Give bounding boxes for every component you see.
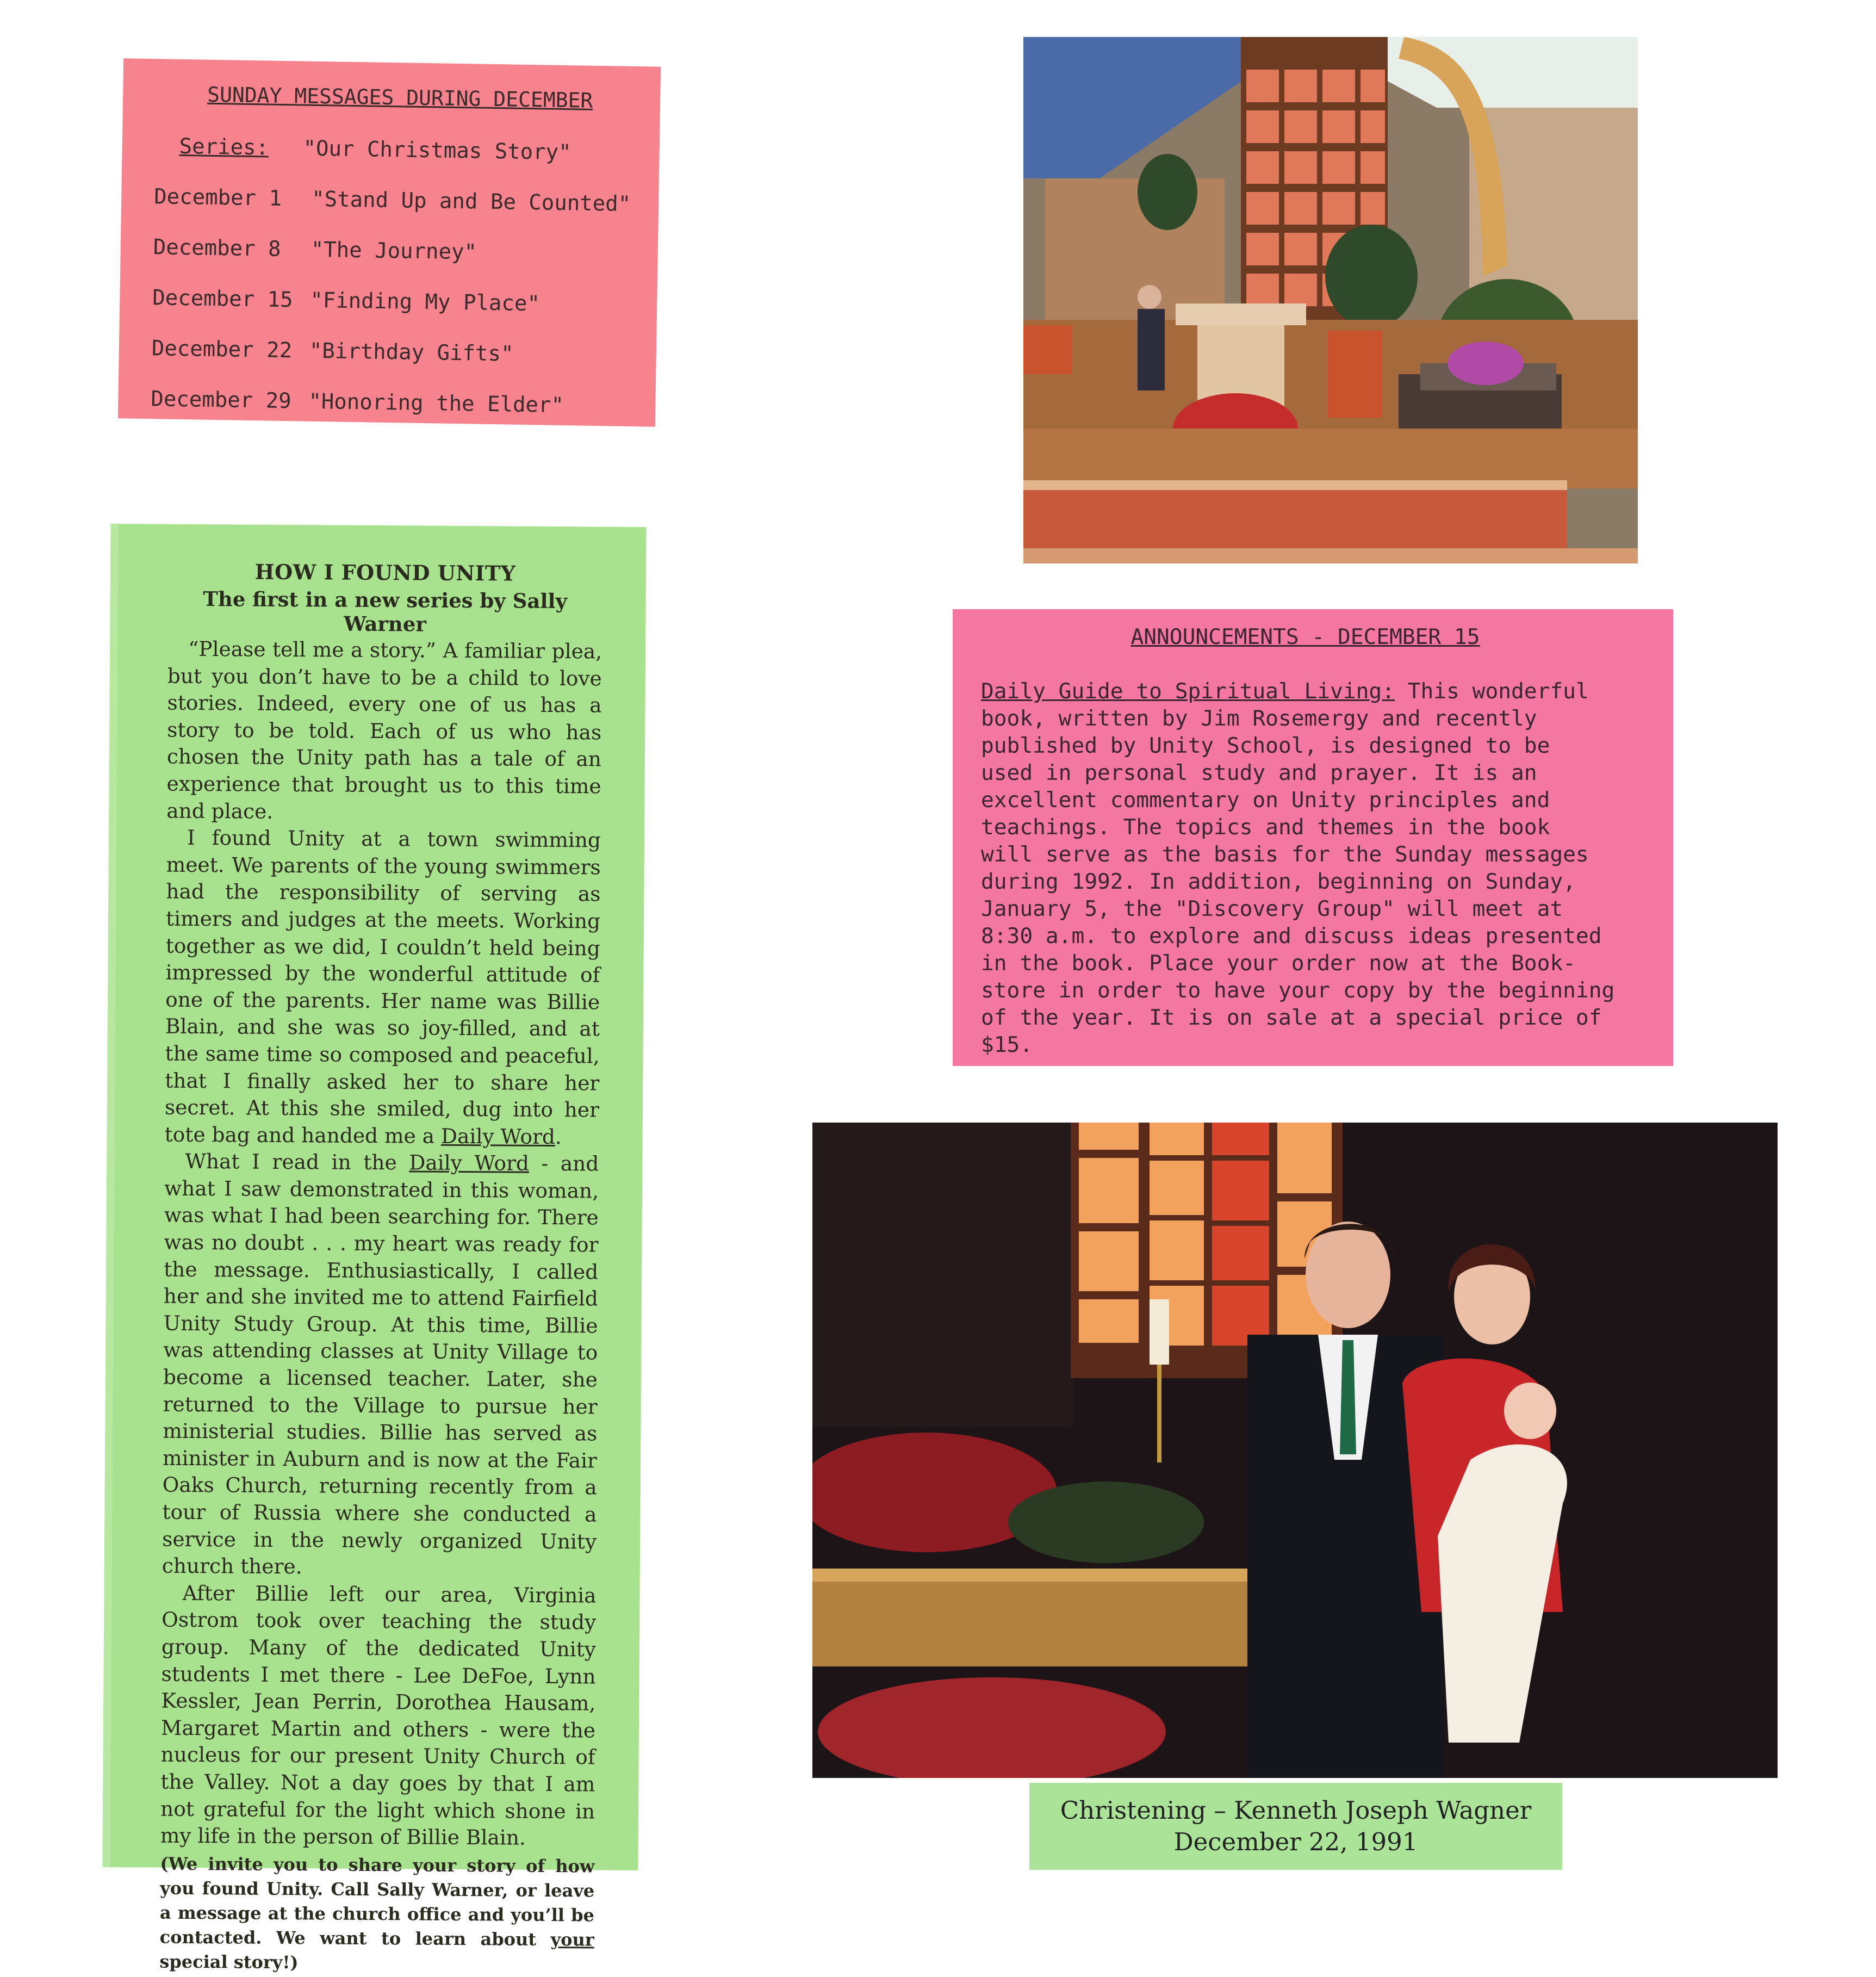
message-row [153,235,658,268]
how-i-found-unity-article [102,524,646,1973]
caption-line-1: Christening – Kenneth Joseph Wagner [1060,1796,1532,1825]
announcements-title: ANNOUNCEMENTS - DECEMBER 15 [1130,624,1480,649]
paragraph-text: I found Unity at a town swimming meet. We parents of the young swimmers had the responsibility of serving as timers and judges at the meets. Working together as we did, I couldn’t held being impressed by the wonderful attitude of one of the parents. Her name was Billie Blain, and she was so joy-filled, and at the same time so composed and peaceful, that I finally asked her to share her secret. At this she smiled, dug into her tote bag and handed me a [164,826,601,1148]
message-date: December 1 [153,184,282,211]
series-name: "Our Christmas Story" [303,136,572,165]
article-paragraph: After Billie left our area, Virginia Ostrom took over teaching the study group. Many of the dedicated Unity students I met there - Lee DeFoe, Lynn Kessler, Jean Perrin, Dorothea Hausam, Margaret Martin and others - were the nucleus for our present Unity Church of the Valley. Not a day goes by that I am not grateful for the light which shone in my life in the person of Billie Blain. [160,1581,597,1850]
sunday-messages-card [118,58,661,426]
sanctuary-photo-image [1023,37,1638,563]
message-title: "The Journey" [310,237,477,265]
article-paragraph: “Please tell me a story.” A familiar plea, but you don’t have to be a child to love stories. Indeed, every one of us has a story to be told. Each of us who has chosen the Unity path has a tale of an experience that brought us to this time and place. [166,636,602,823]
series-line [179,134,660,166]
invitation-text: (We invite you to share your story of how you found Unity. Call Sally Warner, or leave a message at the church office and you’ll be contacted. We want to learn about [159,1853,595,1950]
message-date: December 29 [151,387,292,414]
announcements-body [981,678,1651,1058]
article-paragraph [165,825,601,1151]
message-row [152,336,657,369]
daily-word-title: Daily Word [440,1124,556,1149]
message-row [154,184,659,217]
book-title: Daily Guide to Spiritual Living: [981,679,1395,704]
message-date: December 8 [153,235,281,262]
message-row [152,286,657,318]
paragraph-end: . [555,1124,562,1149]
article-subheading: The first in a new series by Sally Warner [203,587,568,636]
message-date: December 15 [152,286,293,313]
message-row [151,387,656,419]
christening-photo-image [812,1123,1778,1778]
sanctuary-photo [1023,37,1638,563]
invitation-end: special story!) [159,1951,299,1973]
caption-line-2: December 22, 1991 [1173,1827,1418,1856]
paragraph-text: What I read in the [185,1149,397,1175]
message-title: "Finding My Place" [309,288,541,317]
invitation-your: your [550,1929,594,1950]
article-heading: HOW I FOUND UNITY [254,559,516,586]
announcement-text: This wonderful book, written by Jim Rosemergy and recently published by Unity School, is designed to be used in personal study and prayer. It is an excellent commentary on Unity principles and teachings. The topics and themes in the book will serve as the basis for the Sunday messages during 1992. In addition, beginning on Sunday, January 5, the "Discovery Group" will meet at 8:30 a.m. to explore and discuss ideas presented in the book. Place your order now at the Book- store in order to have your copy by the beginning of the year. It is on sale at a special price of $15. [981,679,1615,1057]
daily-word-title: Daily Word [409,1150,530,1176]
sunday-messages-title: SUNDAY MESSAGES DURING DECEMBER [207,82,593,113]
message-title: "Birthday Gifts" [309,338,514,367]
series-label: Series: [179,134,269,160]
christening-photo [812,1123,1778,1778]
message-title: "Stand Up and Be Counted" [311,187,631,216]
article-invitation [159,1851,594,1976]
christening-caption [1029,1783,1562,1870]
message-title: "Honoring the Elder" [308,389,564,418]
paragraph-text: - and what I saw demonstrated in this woman, was what I had been searching for. There was no doubt . . . my heart was ready for the message. Enthusiastically, I called her and she invited me to attend Fairfield Unity Study Group. At this time, Billie was attending classes at Unity Village to become a licensed teacher. Later, she returned to the Village to pursue her ministerial studies. Billie has served as minister in Auburn and is now at the Fair Oaks Church, returning recently from a tour of Russia where she conducted a service in the newly organized Unity church there. [161,1151,599,1579]
announcements-card [953,609,1673,1066]
message-date: December 22 [151,336,293,363]
article-paragraph [162,1148,599,1582]
